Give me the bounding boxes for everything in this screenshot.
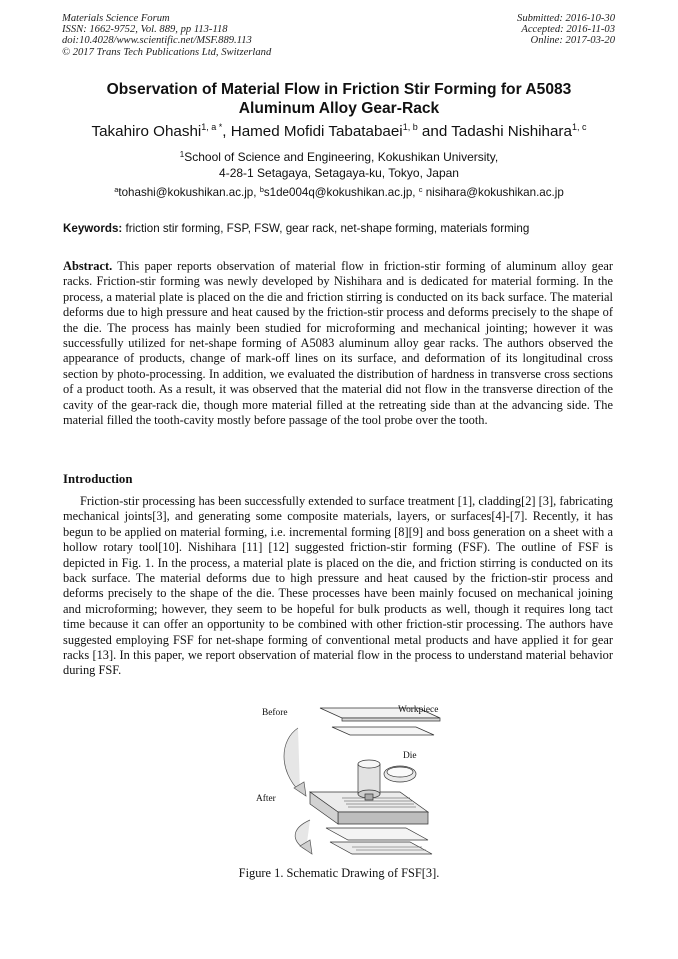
abstract-text: This paper reports observation of material flow in friction-stir forming of aluminum alloy gear racks. Friction-stir forming was newly developed by Nishihara and is dedicated for material forming. In the process, a material plate is placed on the die and friction stirring is conducted on its back surface. The material deforms due to high pressure and heat caused by the friction-stir process and deforms precisely to the shape of the die. The process has mainly been studied for microforming and mechanical jointing; however it was successfully utilized for net-shape forming of A5083 aluminum alloy gear racks. The authors observed the appearance of products, change of mark-off lines on its surface, and deformation of its longitudinal cross section by photo-processing. In addition, we evaluated the distribution of hardness in transverse cross sections of a product tooth. As a result, it was observed that the material did not flow in the transverse direction of the cavity of the gear-rack die, though more material filled at the retreating side than at the advancing side. The material filled the tooth-cavity mostly before passage of the tool probe over the tooth.: [63, 259, 613, 428]
email-a-sup: a: [114, 185, 119, 194]
email-c: nisihara@kokushikan.ac.jp: [422, 186, 564, 199]
journal-name: Materials Science Forum: [62, 13, 170, 24]
author-list: [30, 123, 648, 140]
submission-dates: [517, 13, 615, 47]
author-1: Takahiro Ohashi: [91, 123, 202, 140]
keywords-label: Keywords:: [63, 222, 123, 235]
label-after: After: [256, 794, 276, 804]
affiliation-line-2: 4-28-1 Setagaya, Setagaya-ku, Tokyo, Japan: [219, 165, 459, 180]
product-plate: [326, 828, 428, 840]
fsf-schematic: [240, 700, 460, 862]
title-line-2: Aluminum Alloy Gear-Rack: [238, 100, 440, 117]
email-b: s1de004q@kokushikan.ac.jp,: [263, 186, 419, 199]
submitted-date: Submitted: 2016-10-30: [517, 13, 615, 24]
email-b-sup: b: [259, 185, 264, 194]
email-a: tohashi@kokushikan.ac.jp,: [118, 186, 260, 199]
label-workpiece: Workpiece: [398, 705, 439, 715]
label-before: Before: [262, 708, 288, 718]
journal-copyright: © 2017 Trans Tech Publications Ltd, Switzerland: [62, 46, 272, 58]
intermediate-plate: [332, 727, 434, 735]
figure-1: [240, 700, 460, 862]
paper-title: [40, 80, 638, 118]
curved-arrow-before: [284, 728, 300, 792]
introduction-paragraph: Friction-stir processing has been successfully extended to surface treatment [1], cladding[2] [3], fabricating mechanical joints[3], and generating some composite materials, layers, or surfaces[4]-[7]. Recently, it has begun to be applied on material forming, i.e. incremental forming [8][9] and boss generation on a sheet with a hollow rotary tool[10]. Nishihara [11] [12] suggested friction-stir forming (FSF). The outline of FSF is depicted in Fig. 1. In the process, a material plate is placed on the die, and friction stirring is conducted on its back surface. The material deforms due to high pressure and heat caused by the friction-stir process and deforms precisely to the shape of the die. These processes have been mainly focused on mechanical joining and microforming; however, they seem to be hopeful for bulk products as well, though it requires long tact time because it can offer an opportunity to be combined with other friction-stir processing. The authors have suggested employing FSF for net-shape forming of conventional metal products and have applied it for gear racks [13]. In this paper, we report observation of material flow in the process to understand material behavior during FSF.: [63, 494, 613, 678]
keywords-text: friction stir forming, FSP, FSW, gear rack, net-shape forming, materials forming: [122, 222, 530, 235]
journal-info: [62, 13, 271, 58]
journal-doi: doi:10.4028/www.scientific.net/MSF.889.113: [62, 35, 252, 47]
author-emails: [30, 186, 648, 199]
label-die: Die: [403, 751, 417, 761]
tool-shoulder: [358, 764, 380, 794]
author-2-affil: 1, b: [402, 122, 418, 132]
author-separator: ,: [222, 123, 231, 140]
affiliation-sup: 1: [179, 150, 185, 159]
affiliation-line-1: [40, 150, 638, 166]
online-date: Online: 2017-03-20: [530, 35, 615, 47]
journal-issn: ISSN: 1662-9752, Vol. 889, pp 113-118: [62, 24, 228, 36]
author-1-affil: 1, a *: [201, 122, 223, 132]
author-2: Hamed Mofidi Tabatabaei: [230, 123, 403, 140]
author-separator: and: [417, 123, 452, 140]
author-3-affil: 1, c: [571, 122, 587, 132]
affiliation: [40, 150, 638, 181]
abstract: [63, 259, 613, 428]
title-line-1: Observation of Material Flow in Friction Stir Forming for A5083: [106, 81, 572, 98]
affiliation-name: School of Science and Engineering, Kokushikan University,: [184, 150, 499, 164]
author-3: Tadashi Nishihara: [451, 123, 572, 140]
email-c-sup: c: [418, 185, 423, 194]
accepted-date: Accepted: 2016-11-03: [521, 24, 615, 36]
tool-probe: [365, 794, 373, 800]
keywords: [63, 222, 529, 235]
abstract-label: Abstract.: [63, 259, 113, 273]
figure-1-caption: Figure 1. Schematic Drawing of FSF[3].: [238, 866, 440, 880]
section-heading-introduction: Introduction: [63, 472, 133, 486]
